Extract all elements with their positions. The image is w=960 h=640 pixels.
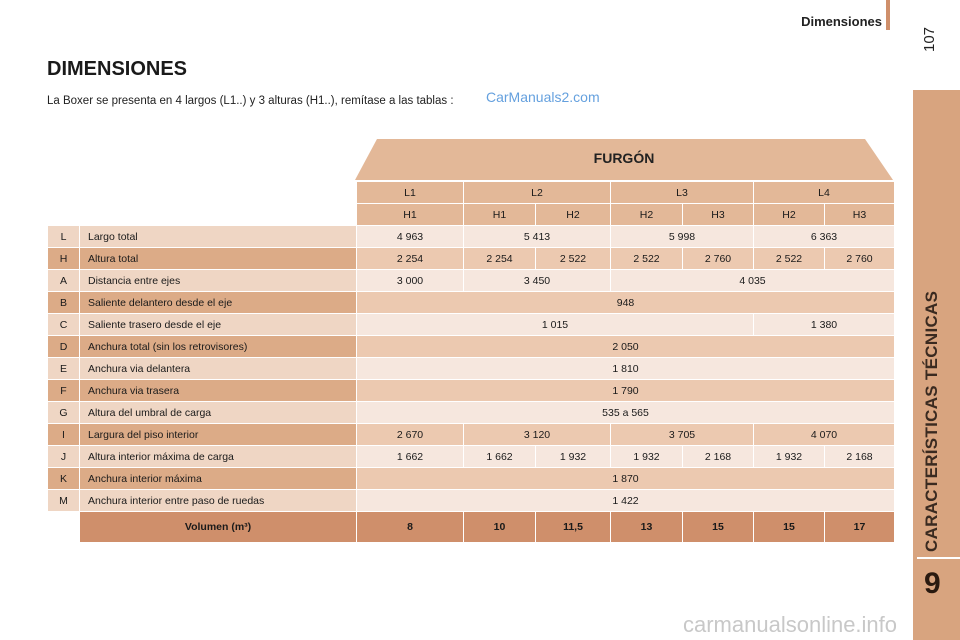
table-row xyxy=(48,424,895,446)
table-row xyxy=(48,468,895,490)
row-value: 1 015 xyxy=(357,314,754,336)
row-value: 4 963 xyxy=(357,226,464,248)
row-label: Largo total xyxy=(80,226,357,248)
length-header: L3 xyxy=(611,182,754,204)
row-value: 1 790 xyxy=(357,380,895,402)
row-value: 1 422 xyxy=(357,490,895,512)
row-value: 3 000 xyxy=(357,270,464,292)
row-label: Altura del umbral de carga xyxy=(80,402,357,424)
height-header: H3 xyxy=(683,204,754,226)
group-label: FURGÓN xyxy=(593,150,655,166)
watermark-logo: CarManuals2.com xyxy=(486,89,600,105)
row-code: D xyxy=(48,336,80,358)
header-rule xyxy=(886,0,890,30)
row-value: 1 810 xyxy=(357,358,895,380)
chapter-number: 9 xyxy=(924,567,941,600)
height-header: H3 xyxy=(825,204,895,226)
row-value: 2 522 xyxy=(754,248,825,270)
row-code: M xyxy=(48,490,80,512)
table-row xyxy=(48,248,895,270)
volume-value: 17 xyxy=(825,512,895,543)
table-row xyxy=(48,402,895,424)
height-header: H2 xyxy=(611,204,683,226)
row-label: Anchura via trasera xyxy=(80,380,357,402)
row-code: G xyxy=(48,402,80,424)
row-label: Anchura interior máxima xyxy=(80,468,357,490)
row-value: 2 254 xyxy=(357,248,464,270)
row-value: 3 120 xyxy=(464,424,611,446)
volume-label: Volumen (m³) xyxy=(80,512,357,543)
row-value: 3 705 xyxy=(611,424,754,446)
chapter-divider xyxy=(917,557,960,559)
row-code: B xyxy=(48,292,80,314)
row-value: 2 050 xyxy=(357,336,895,358)
volume-spacer xyxy=(48,512,80,543)
row-label: Anchura via delantera xyxy=(80,358,357,380)
row-code: A xyxy=(48,270,80,292)
row-value: 3 450 xyxy=(464,270,611,292)
intro-text: La Boxer se presenta en 4 largos (L1..) y 3 alturas (H1..), remítase a las tablas : xyxy=(47,95,454,107)
table-row xyxy=(48,380,895,402)
height-header: H2 xyxy=(536,204,611,226)
row-value: 4 070 xyxy=(754,424,895,446)
volume-value: 15 xyxy=(754,512,825,543)
row-code: E xyxy=(48,358,80,380)
volume-row xyxy=(48,512,895,543)
row-value: 1 932 xyxy=(754,446,825,468)
row-code: F xyxy=(48,380,80,402)
row-value: 2 522 xyxy=(611,248,683,270)
row-value: 5 998 xyxy=(611,226,754,248)
page-number: 107 xyxy=(921,26,938,52)
row-value: 948 xyxy=(357,292,895,314)
row-value: 1 380 xyxy=(754,314,895,336)
row-value: 6 363 xyxy=(754,226,895,248)
footer-watermark: carmanualsonline.info xyxy=(683,612,898,637)
table-group-header xyxy=(355,139,893,180)
row-label: Distancia entre ejes xyxy=(80,270,357,292)
height-header: H2 xyxy=(754,204,825,226)
length-header: L1 xyxy=(357,182,464,204)
row-value: 2 760 xyxy=(825,248,895,270)
table-row xyxy=(48,446,895,468)
row-label: Anchura total (sin los retrovisores) xyxy=(80,336,357,358)
volume-value: 11,5 xyxy=(536,512,611,543)
section-header: Dimensiones xyxy=(801,14,882,29)
height-header: H1 xyxy=(357,204,464,226)
row-value: 1 932 xyxy=(611,446,683,468)
length-header: L2 xyxy=(464,182,611,204)
volume-value: 8 xyxy=(357,512,464,543)
volume-value: 15 xyxy=(683,512,754,543)
volume-value: 10 xyxy=(464,512,536,543)
table-row xyxy=(48,226,895,248)
row-value: 1 932 xyxy=(536,446,611,468)
row-value: 4 035 xyxy=(611,270,895,292)
row-label: Altura total xyxy=(80,248,357,270)
row-value: 2 168 xyxy=(683,446,754,468)
table-row xyxy=(48,336,895,358)
row-value: 1 662 xyxy=(357,446,464,468)
table-row xyxy=(48,270,895,292)
table-row xyxy=(48,490,895,512)
row-value: 2 254 xyxy=(464,248,536,270)
row-value: 1 662 xyxy=(464,446,536,468)
table-row xyxy=(48,314,895,336)
length-header: L4 xyxy=(754,182,895,204)
row-value: 5 413 xyxy=(464,226,611,248)
row-code: H xyxy=(48,248,80,270)
header-spacer xyxy=(48,182,357,204)
dimensions-table xyxy=(47,181,895,543)
chapter-title: CARACTERÍSTICAS TÉCNICAS xyxy=(922,290,941,552)
row-label: Largura del piso interior xyxy=(80,424,357,446)
table-row xyxy=(48,358,895,380)
row-label: Altura interior máxima de carga xyxy=(80,446,357,468)
row-value: 2 670 xyxy=(357,424,464,446)
row-code: K xyxy=(48,468,80,490)
volume-value: 13 xyxy=(611,512,683,543)
row-code: I xyxy=(48,424,80,446)
row-value: 2 522 xyxy=(536,248,611,270)
row-label: Saliente delantero desde el eje xyxy=(80,292,357,314)
row-label: Saliente trasero desde el eje xyxy=(80,314,357,336)
row-code: C xyxy=(48,314,80,336)
row-code: J xyxy=(48,446,80,468)
row-label: Anchura interior entre paso de ruedas xyxy=(80,490,357,512)
table-row xyxy=(48,292,895,314)
height-header-row xyxy=(48,204,895,226)
length-header-row xyxy=(48,182,895,204)
row-value: 1 870 xyxy=(357,468,895,490)
row-value: 535 a 565 xyxy=(357,402,895,424)
page-title: DIMENSIONES xyxy=(47,58,188,80)
row-value: 2 168 xyxy=(825,446,895,468)
height-header: H1 xyxy=(464,204,536,226)
row-code: L xyxy=(48,226,80,248)
header-spacer xyxy=(48,204,357,226)
row-value: 2 760 xyxy=(683,248,754,270)
